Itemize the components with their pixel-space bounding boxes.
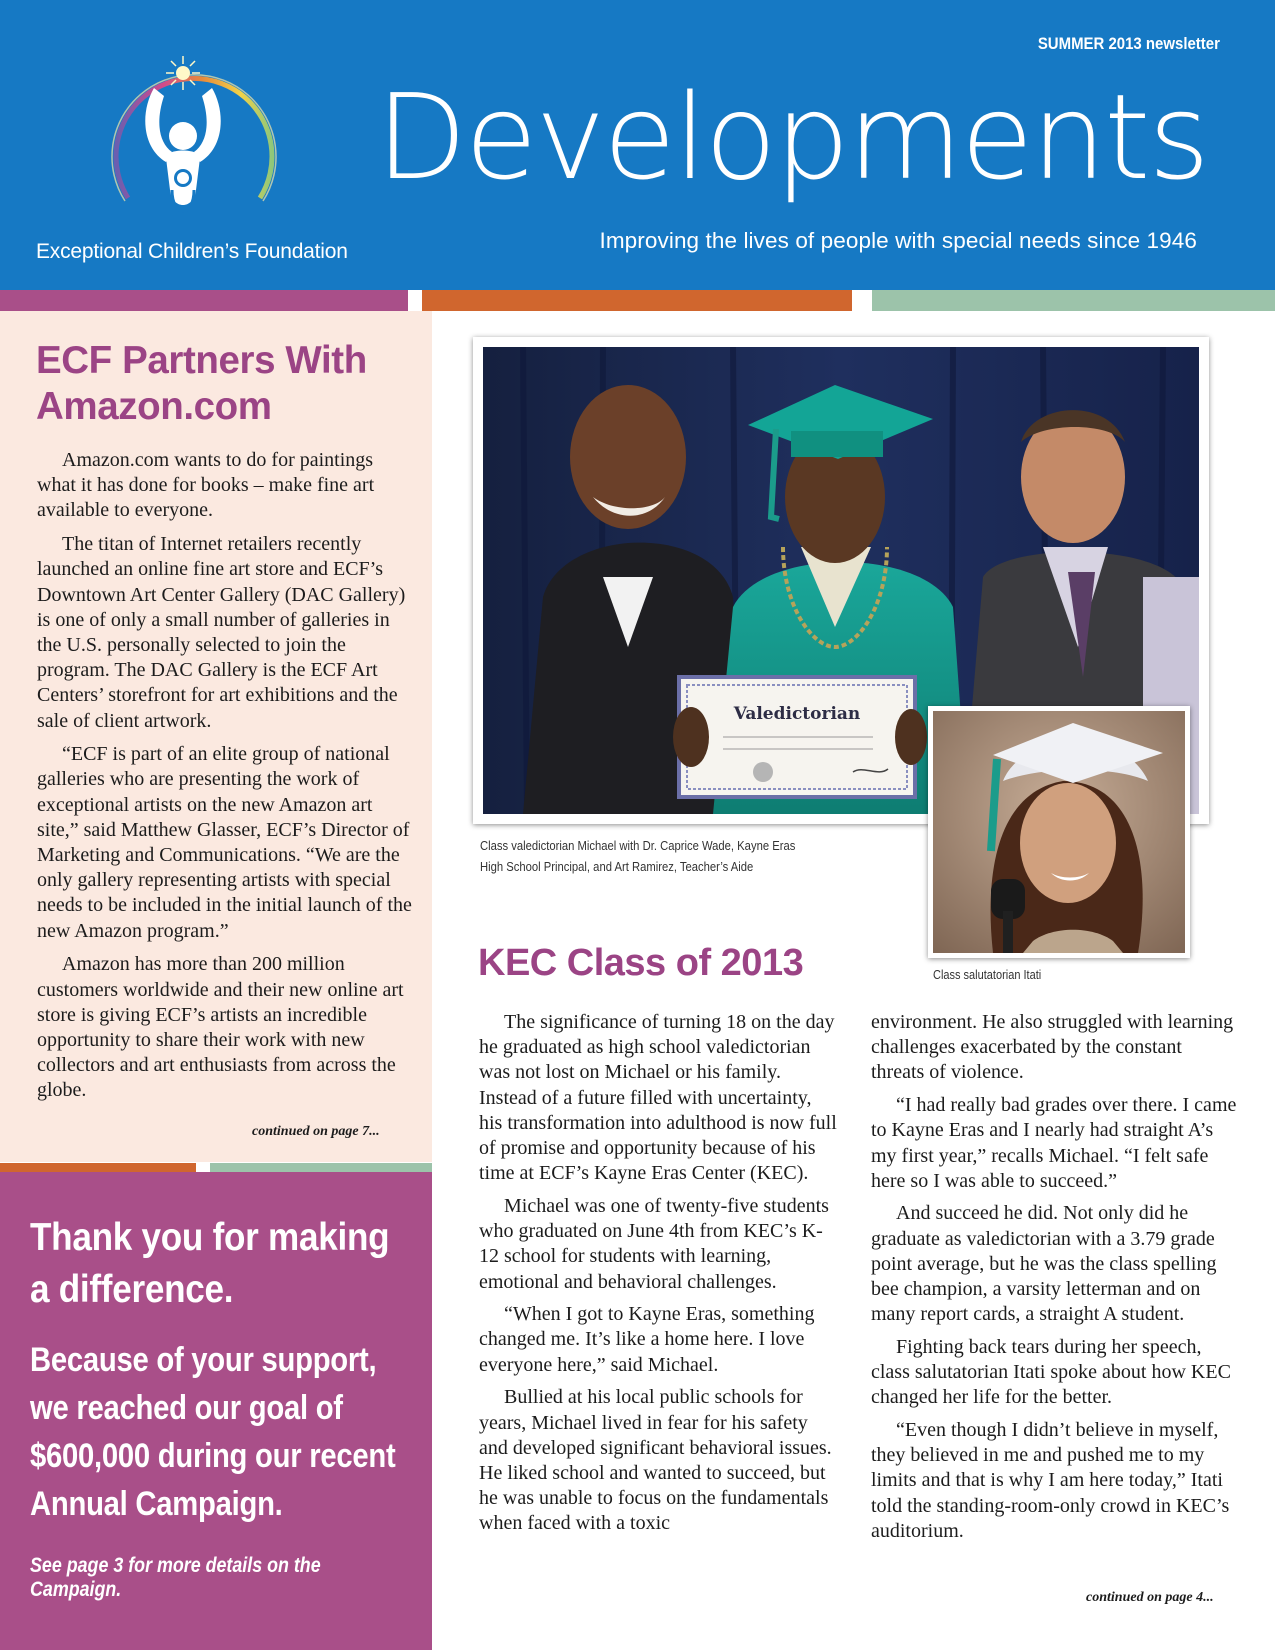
inset-photo-caption: Class salutatorian Itati — [933, 968, 1042, 982]
campaign-details-link[interactable]: See page 3 for more details on the Campaign. — [30, 1554, 321, 1601]
edition-label: SUMMER 2013 newsletter — [1037, 34, 1220, 53]
organization-name: Exceptional Children’s Foundation — [36, 240, 348, 263]
article-paragraph: “I had really bad grades over there. I came to Kayne Eras and I nearly had straight A’s my first year,” recalls Michael. “I felt safe here so I was able to succeed.” — [871, 1094, 1237, 1192]
main-photo-caption: Class valedictorian Michael with Dr. Caprice Wade, Kayne Eras High School Principal, and Art Ramirez, Teacher’s Aide — [480, 839, 796, 874]
article-paragraph: Fighting back tears during her speech, class salutatorian Itati spoke about how KEC changed her life for the better. — [871, 1335, 1231, 1409]
article-paragraph: environment. He also struggled with learning challenges exacerbated by the constant threats of violence. — [871, 1011, 1234, 1084]
newsletter-title: Developments — [376, 68, 1208, 206]
kec-article-column-1 — [479, 1010, 839, 1544]
amazon-article-heading: ECF Partners With Amazon.com — [36, 339, 367, 428]
kec-article-column-2 — [871, 1010, 1237, 1552]
divider-bar-green — [872, 290, 1275, 311]
ecf-logo-icon — [96, 40, 292, 236]
certificate-title: Valedictorian — [733, 704, 861, 724]
article-paragraph: The significance of turning 18 on the day he graduated as high school valedictorian was not lost on Michael or his family. Instead of a future filled with uncertainty, his transformation into adulthood is now full of promise and opportunity because of his time at ECF’s Kayne Eras Center (KEC). — [479, 1011, 837, 1185]
kec-article-heading: KEC Class of 2013 — [478, 942, 804, 984]
article-paragraph: “When I got to Kayne Eras, something changed me. It’s like a home here. I love everyone here,” said Michael. — [479, 1303, 815, 1376]
masthead-banner — [0, 0, 1275, 290]
article-paragraph: And succeed he did. Not only did he graduate as valedictorian with a 3.79 grade point average, but he was the class spelling bee champion, a varsity letterman and on many report cards, a straight A student. — [871, 1202, 1217, 1326]
article-paragraph: The titan of Internet retailers recently launched an online fine art store and ECF’s Downtown Art Center Gallery (DAC Gallery) is one of only a small number of galleries in the U.S. personally selected to join the program. The DAC Gallery is the ECF Art Centers’ storefront for art exhibitions and the sale of client artwork. — [37, 533, 406, 732]
amazon-article-body — [37, 448, 415, 1112]
article-paragraph: “ECF is part of an elite group of national galleries who are presenting the work of exceptional artists on the new Amazon art site,” said Matthew Glasser, ECF’s Director of Marketing and Communications. “We are the only gallery representing artists with special needs to be included in the initial launch of the new Amazon program.” — [37, 743, 412, 942]
divider-bar-green-small — [210, 1163, 432, 1172]
salutatorian-photo — [928, 706, 1190, 958]
article-paragraph: “Even though I didn’t believe in myself, they believed in me and pushed me to my limits and that is why I am here today,” Itati told the standing-room-only crowd in KEC’s auditorium. — [871, 1419, 1230, 1542]
divider-bar-orange — [422, 290, 852, 311]
salutatorian-photo-image — [933, 711, 1185, 953]
divider-bar-purple — [0, 290, 408, 311]
divider-bar-orange-small — [0, 1163, 196, 1172]
tagline: Improving the lives of people with special needs since 1946 — [599, 228, 1197, 253]
continued-link[interactable]: continued on page 4... — [1086, 1590, 1214, 1605]
article-paragraph: Michael was one of twenty-five students who graduated on June 4th from KEC’s K-12 school for students with learning, emotional and behavioral challenges. — [479, 1194, 829, 1293]
article-paragraph: Amazon has more than 200 million customers worldwide and their new online art store is giving ECF’s artists an incredible opportunity to share their work with new collectors and art enthusiasts from across the globe. — [37, 953, 404, 1102]
thank-you-heading: Thank you for making a difference. — [30, 1216, 390, 1311]
article-paragraph: Amazon.com wants to do for paintings what it has done for books – make fine art available to everyone. — [37, 449, 375, 522]
article-paragraph: Bullied at his local public schools for years, Michael lived in fear for his safety and developed significant behavioral issues. He liked school and wanted to succeed, but he was unable to focus on the fundamentals when faced with a toxic — [479, 1386, 832, 1535]
campaign-message: Because of your support, we reached our goal of $600,000 during our recent Annual Campaign. — [30, 1341, 396, 1523]
continued-link[interactable]: continued on page 7... — [252, 1124, 380, 1139]
